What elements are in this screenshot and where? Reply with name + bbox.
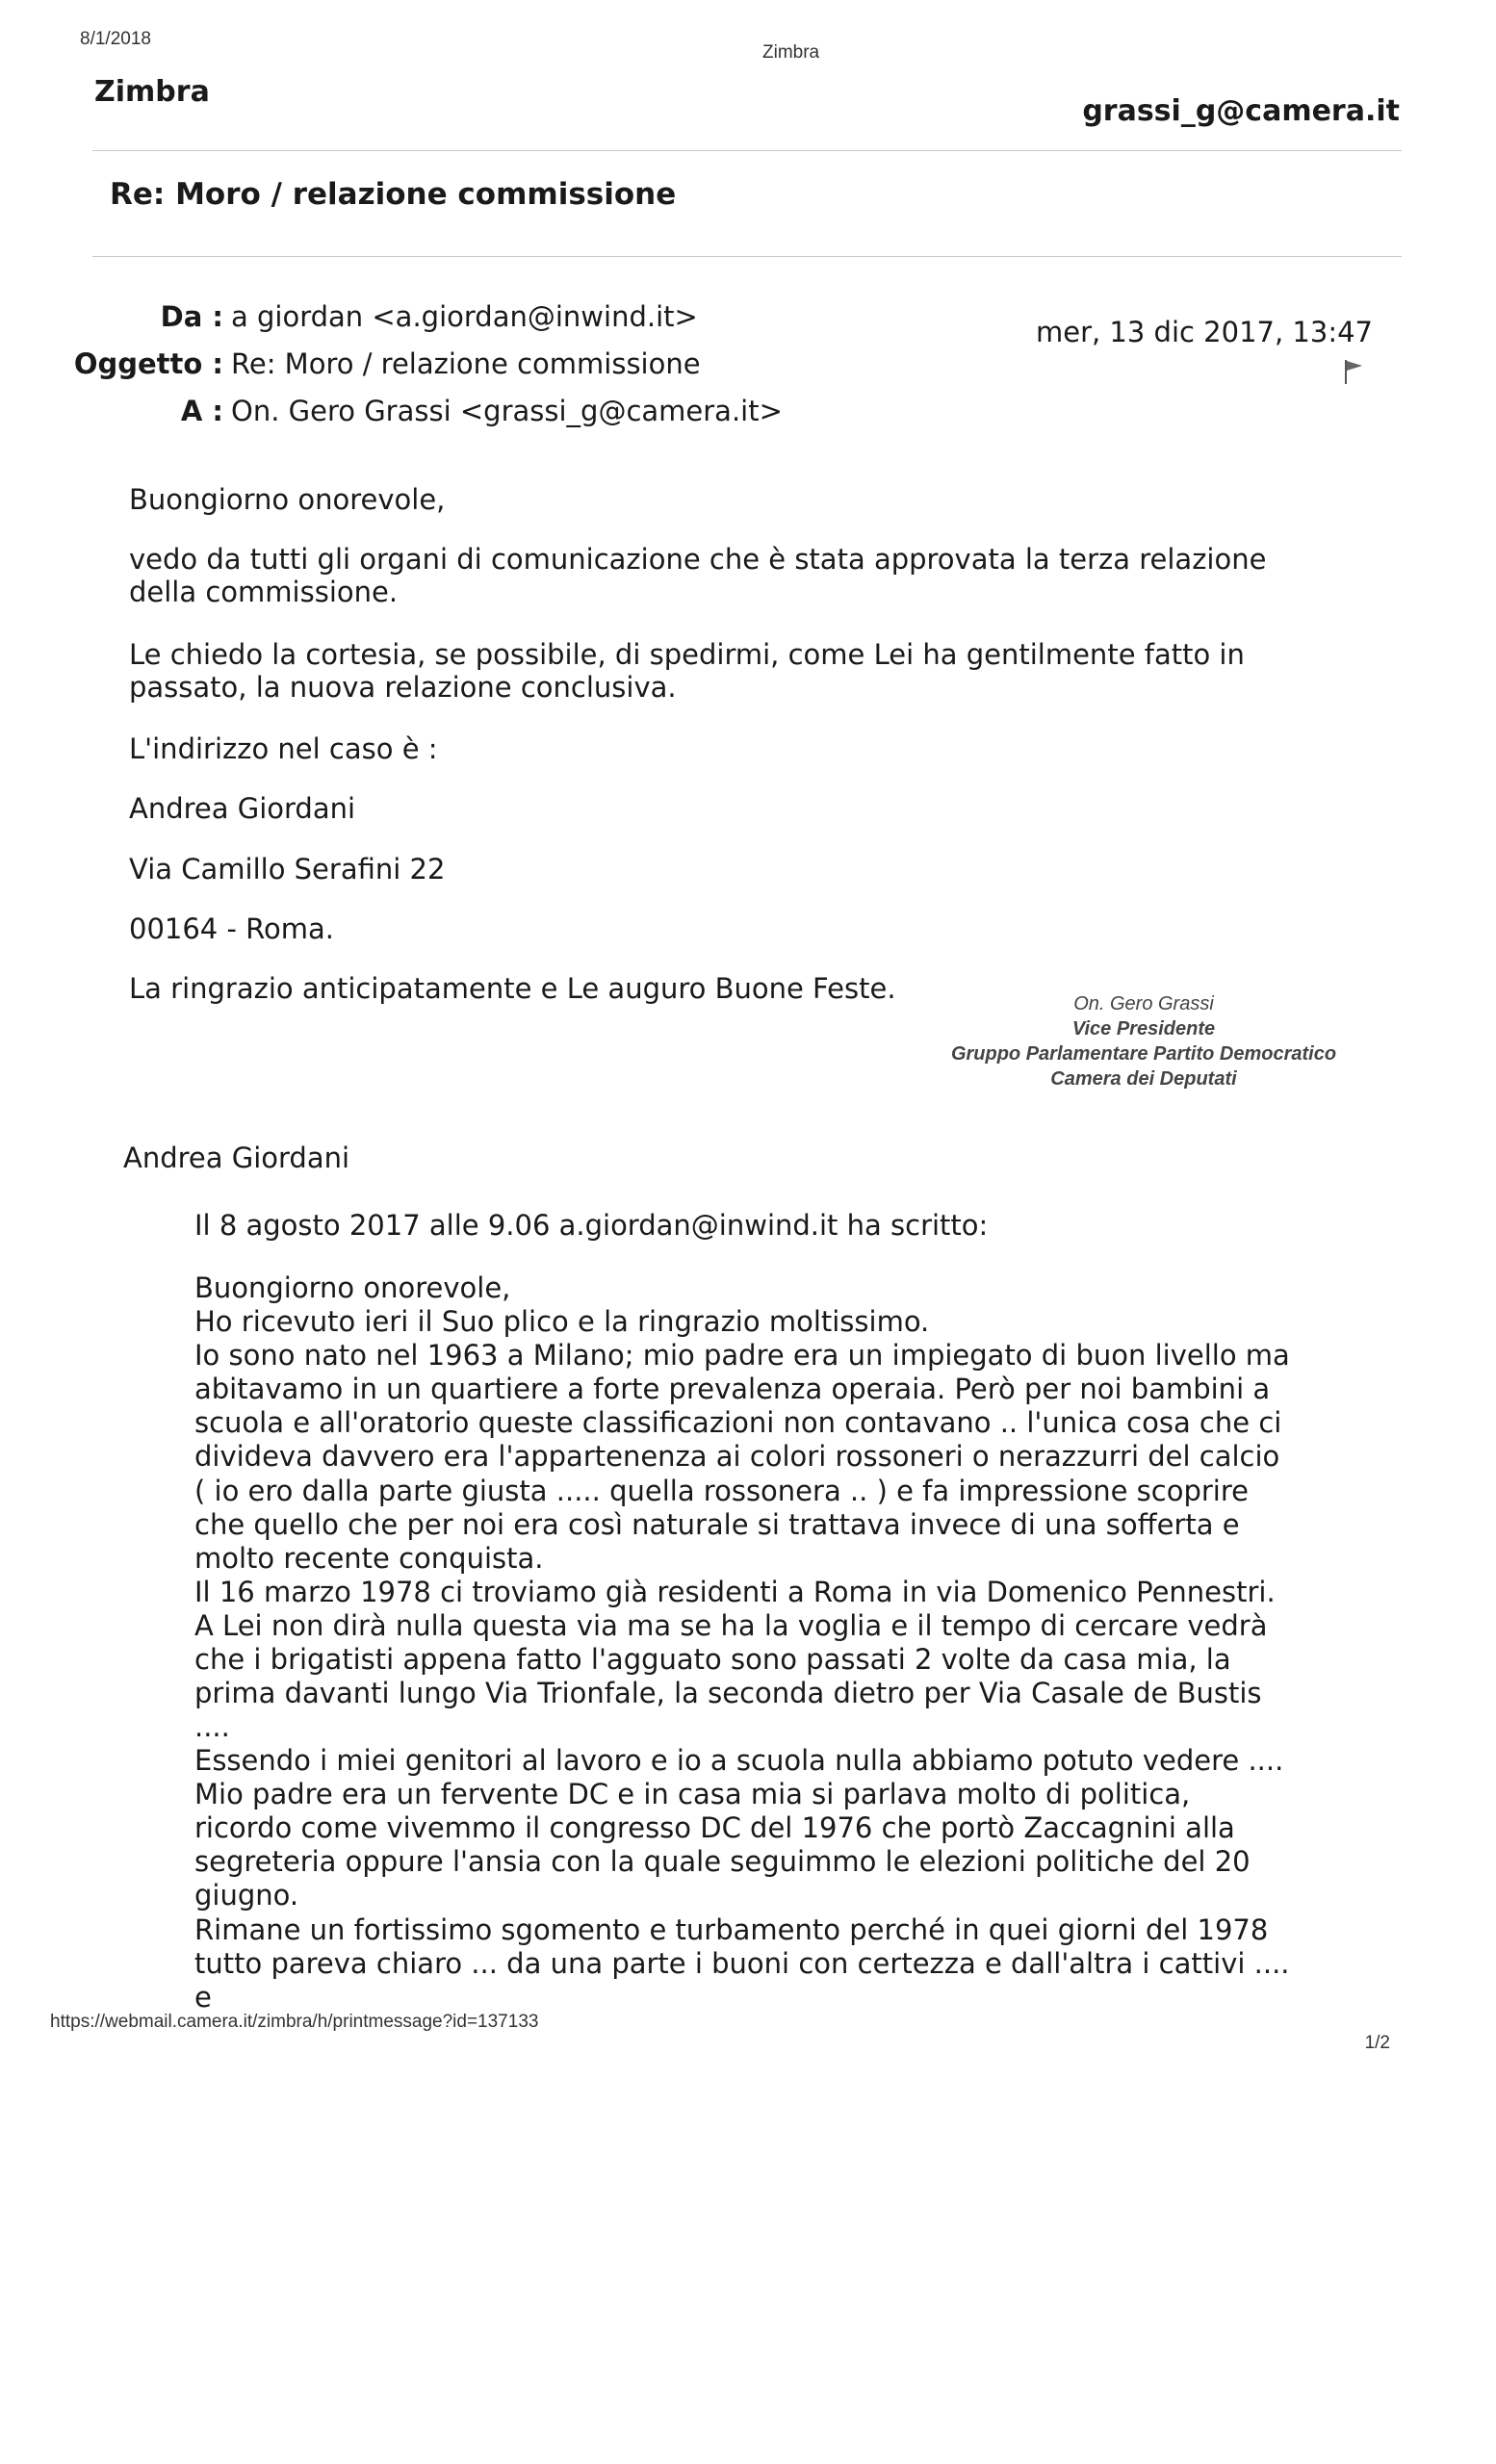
stamp-line: On. Gero Grassi xyxy=(1073,993,1214,1014)
from-value: a giordan <a.giordan@inwind.it> xyxy=(231,300,698,333)
body-paragraph: La ringrazio anticipatamente e Le auguro Buone Feste. xyxy=(129,971,896,1005)
quote-intro: Il 8 agosto 2017 alle 9.06 a.giordan@inwind.it ha scritto: xyxy=(194,1209,989,1242)
quote-line: Io sono nato nel 1963 a Milano; mio padre era un impiegato di buon livello ma abitavamo in un quartiere a forte prevalenza operaia. Però per noi bambini a scuola e all'oratorio queste classificazioni non contavano .. l'unica cosa che ci divideva davvero era l'appartenenza ai colori rossoneri o nerazzurri del calcio ( io ero dalla parte giusta ..... quella rossonera .. ) e fa impressione scoprire che quello che per noi era così naturale si trattava invece di una sofferta e molto recente conquista. xyxy=(194,1339,1290,1575)
stamp-line: Gruppo Parlamentare Partito Democratico xyxy=(950,1043,1337,1065)
body-paragraph: Le chiedo la cortesia, se possibile, di spedirmi, come Lei ha gentilmente fatto in passato, la nuova relazione conclusiva. xyxy=(129,637,1245,704)
quote-line: Il 16 marzo 1978 ci troviamo già residenti a Roma in via Domenico Pennestri. A Lei non dirà nulla questa via ma se ha la voglia e il tempo di cercare vedrà che i brigatisti appena fatto l'agguato sono passati 2 volte da casa mia, la prima davanti lungo Via Trionfale, la seconda dietro per Via Casale de Bustis .... xyxy=(194,1575,1276,1744)
subject-row xyxy=(67,347,701,380)
message-subject-heading: Re: Moro / relazione commissione xyxy=(110,177,677,212)
print-title: Zimbra xyxy=(762,42,820,63)
body-paragraph: Buongiorno onorevole, xyxy=(129,483,446,516)
quote-line: Buongiorno onorevole, xyxy=(194,1271,511,1305)
quote-line: Mio padre era un fervente DC e in casa mia si parlava molto di politica, ricordo come vivemmo il congresso DC del 1976 che portò Zaccagnini alla segreteria oppure l'ansia con la quale seguimmo le elezioni politiche del 20 giugno. xyxy=(194,1778,1251,1912)
quoted-message xyxy=(194,1209,1292,2015)
flag-icon[interactable] xyxy=(1343,358,1366,385)
stamp-line: Camera dei Deputati xyxy=(1050,1068,1237,1090)
body-paragraph: L'indirizzo nel caso è : xyxy=(129,732,438,766)
to-row xyxy=(67,395,783,427)
user-email: grassi_g@camera.it xyxy=(1082,94,1400,128)
official-stamp xyxy=(932,991,1355,1091)
body-paragraph: 00164 - Roma. xyxy=(129,911,334,945)
body-paragraph: Andrea Giordani xyxy=(129,792,356,826)
signature: Andrea Giordani xyxy=(123,1142,350,1174)
from-row xyxy=(67,300,698,333)
quote-line: Essendo i miei genitori al lavoro e io a scuola nulla abbiamo potuto vedere .... xyxy=(194,1744,1284,1778)
page-number: 1/2 xyxy=(1364,2033,1390,2053)
quote-line: Ho ricevuto ieri il Suo plico e la ringrazio moltissimo. xyxy=(194,1305,930,1339)
subject-label: Oggetto : xyxy=(73,347,223,380)
from-label: Da : xyxy=(160,300,223,333)
message-date: mer, 13 dic 2017, 13:47 xyxy=(1035,316,1373,348)
header-divider xyxy=(92,150,1402,151)
stamp-line: Vice Presidente xyxy=(1071,1018,1216,1040)
subject-divider xyxy=(92,256,1402,257)
body-paragraph: Via Camillo Serafini 22 xyxy=(129,852,446,886)
print-date: 8/1/2018 xyxy=(80,29,151,49)
to-label: A : xyxy=(180,395,223,427)
to-value: On. Gero Grassi <grassi_g@camera.it> xyxy=(231,395,783,427)
message-body xyxy=(129,483,1323,1034)
app-name: Zimbra xyxy=(94,75,210,109)
body-paragraph: vedo da tutti gli organi di comunicazione che è stata approvata la terza relazione della commissione. xyxy=(129,543,1267,609)
quote-line: Rimane un fortissimo sgomento e turbamento perché in quei giorni del 1978 tutto pareva chiaro ... da una parte i buoni con certezza e dall'altra i cattivi .... e xyxy=(194,1912,1290,2014)
subject-value: Re: Moro / relazione commissione xyxy=(231,347,701,380)
footer-url: https://webmail.camera.it/zimbra/h/printmessage?id=137133 xyxy=(50,2012,539,2032)
